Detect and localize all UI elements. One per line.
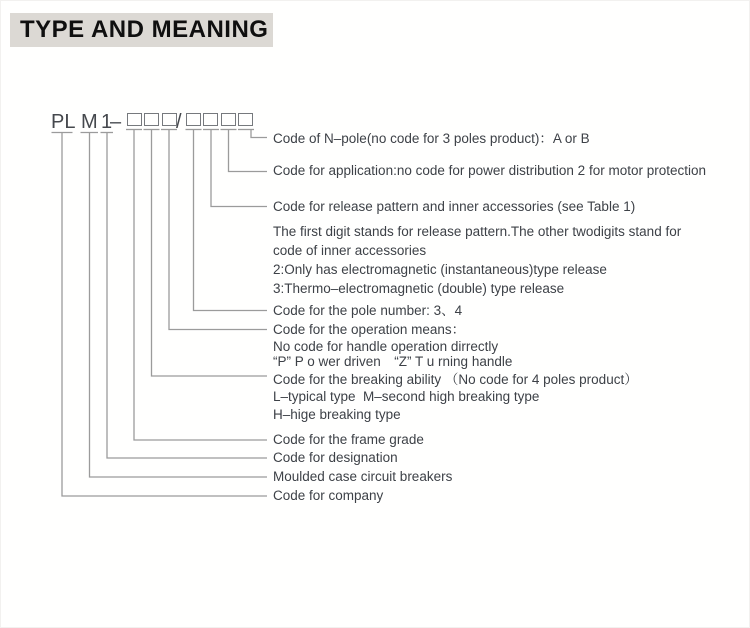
note-operation-handle: No code for handle operation dirrectly (273, 339, 499, 354)
label-release-pattern: Code for release pattern and inner accessories (see Table 1) (273, 199, 636, 214)
label-breaking-ability: Code for the breaking ability （No code for 4 poles product） (273, 372, 638, 387)
note-release-3: 3:Thermo–electromagnetic (double) type release (273, 281, 565, 296)
note-breaking-lm: L–typical type M–second high breaking type (273, 389, 540, 404)
label-designation: Code for designation (273, 450, 398, 465)
note-release-digits: The first digit stands for release pattern.The other twodigits stand for (273, 224, 682, 239)
note-breaking-h: H–hige breaking type (273, 407, 401, 422)
note-release-2: 2:Only has electromagnetic (instantaneous)type release (273, 262, 607, 277)
label-pole-number: Code for the pole number: 3、4 (273, 303, 463, 318)
label-operation-means: Code for the operation means： (273, 322, 466, 337)
page-title: TYPE AND MEANING (20, 16, 269, 43)
label-mccb: Moulded case circuit breakers (273, 469, 453, 484)
label-application: Code for application:no code for power distribution 2 for motor protection (273, 163, 706, 178)
note-release-inner: code of inner accessories (273, 243, 427, 258)
code-dash: – (110, 111, 122, 133)
code-slash: / (176, 111, 182, 133)
note-operation-pz: “P” P o wer driven “Z” T u rning handle (273, 354, 513, 369)
code-frame-digit: 1 (101, 111, 113, 133)
label-frame-grade: Code for the frame grade (273, 432, 424, 447)
label-n-pole: Code of N–pole(no code for 3 poles product)：A or B (273, 131, 590, 146)
code-designation-letter: M (81, 111, 98, 133)
label-company: Code for company (273, 488, 384, 503)
code-company-letters: PL (51, 111, 76, 133)
